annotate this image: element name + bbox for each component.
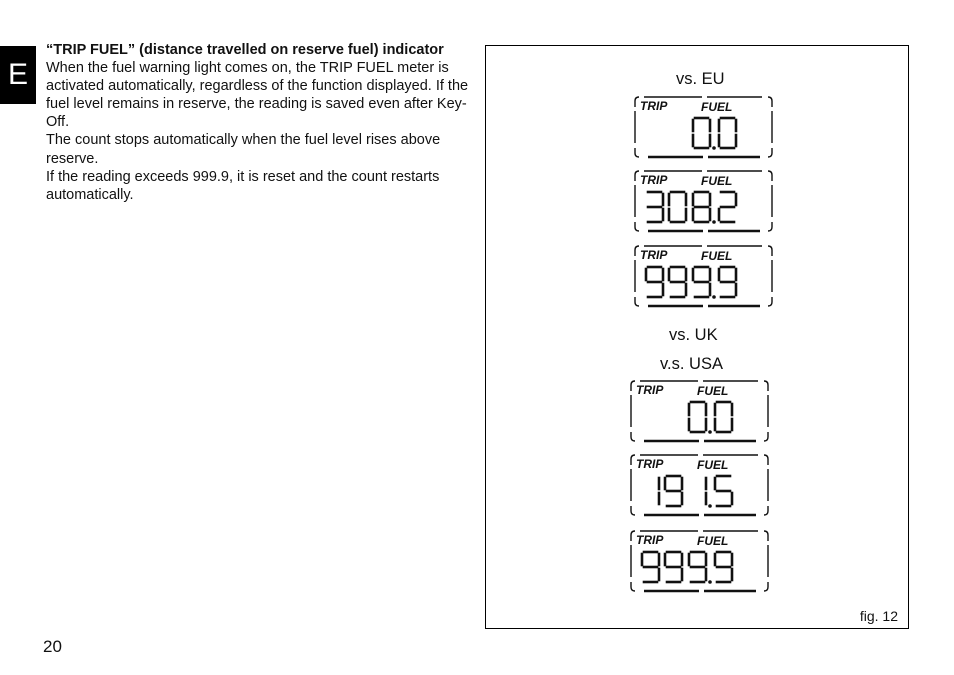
fuel-label: FUEL (701, 100, 733, 114)
text-column (46, 41, 471, 204)
lcd-digit (719, 267, 736, 297)
decimal-point (708, 430, 712, 434)
body-text (46, 59, 471, 204)
decimal-point (712, 295, 716, 299)
fuel-label: FUEL (701, 249, 733, 263)
paragraph: When the fuel warning light comes on, the TRIP FUEL meter is activated automatically, regardless of the function displayed. If the fuel level remains in reserve, the reading is saved even after Key-Off. (46, 60, 469, 131)
label-eu: vs. EU (676, 70, 725, 88)
lcd-digit (689, 552, 706, 582)
lcd-display (628, 380, 772, 444)
trip-label: TRIP (640, 173, 668, 187)
lcd-digit (693, 267, 710, 297)
figure-frame (485, 45, 909, 629)
lcd-display (632, 245, 776, 309)
lcd-digit (719, 118, 736, 148)
lcd-digit (646, 267, 663, 297)
decimal-point (708, 504, 712, 508)
lcd-digit (665, 552, 682, 582)
lcd-digit (715, 552, 732, 582)
lcd-digit (642, 552, 659, 582)
lcd-digit (648, 192, 663, 222)
fuel-label: FUEL (697, 458, 729, 472)
trip-label: TRIP (640, 99, 668, 113)
label-uk: vs. UK (669, 326, 718, 344)
lcd-digit (715, 402, 732, 432)
lcd-digit (719, 192, 736, 222)
lcd-digit (715, 476, 732, 506)
lcd-digit (665, 476, 682, 506)
lcd-digit (693, 118, 710, 148)
fuel-label: FUEL (697, 384, 729, 398)
trip-label: TRIP (636, 457, 664, 471)
lcd-display (632, 96, 776, 160)
figure-caption: fig. 12 (859, 608, 898, 624)
section-heading: “TRIP FUEL” (distance travelled on reserve fuel) indicator (46, 42, 444, 58)
lcd-display (632, 170, 776, 234)
trip-label: TRIP (636, 533, 664, 547)
trip-label: TRIP (640, 248, 668, 262)
decimal-point (712, 146, 716, 150)
paragraph: If the reading exceeds 999.9, it is reset and the count restarts automatically. (46, 168, 440, 203)
label-usa: v.s. USA (660, 355, 723, 373)
lcd-display (628, 530, 772, 594)
page-number: 20 (43, 637, 62, 656)
fuel-label: FUEL (697, 534, 729, 548)
paragraph: The count stops automatically when the fuel level rises above reserve. (46, 132, 441, 167)
lcd-digit (669, 267, 686, 297)
decimal-point (712, 220, 716, 224)
lcd-digit (669, 192, 686, 222)
section-tab: E (0, 46, 36, 104)
lcd-display (628, 454, 772, 518)
lcd-digit (693, 192, 710, 222)
fuel-label: FUEL (701, 174, 733, 188)
lcd-digit (689, 402, 706, 432)
decimal-point (708, 580, 712, 584)
trip-label: TRIP (636, 383, 664, 397)
